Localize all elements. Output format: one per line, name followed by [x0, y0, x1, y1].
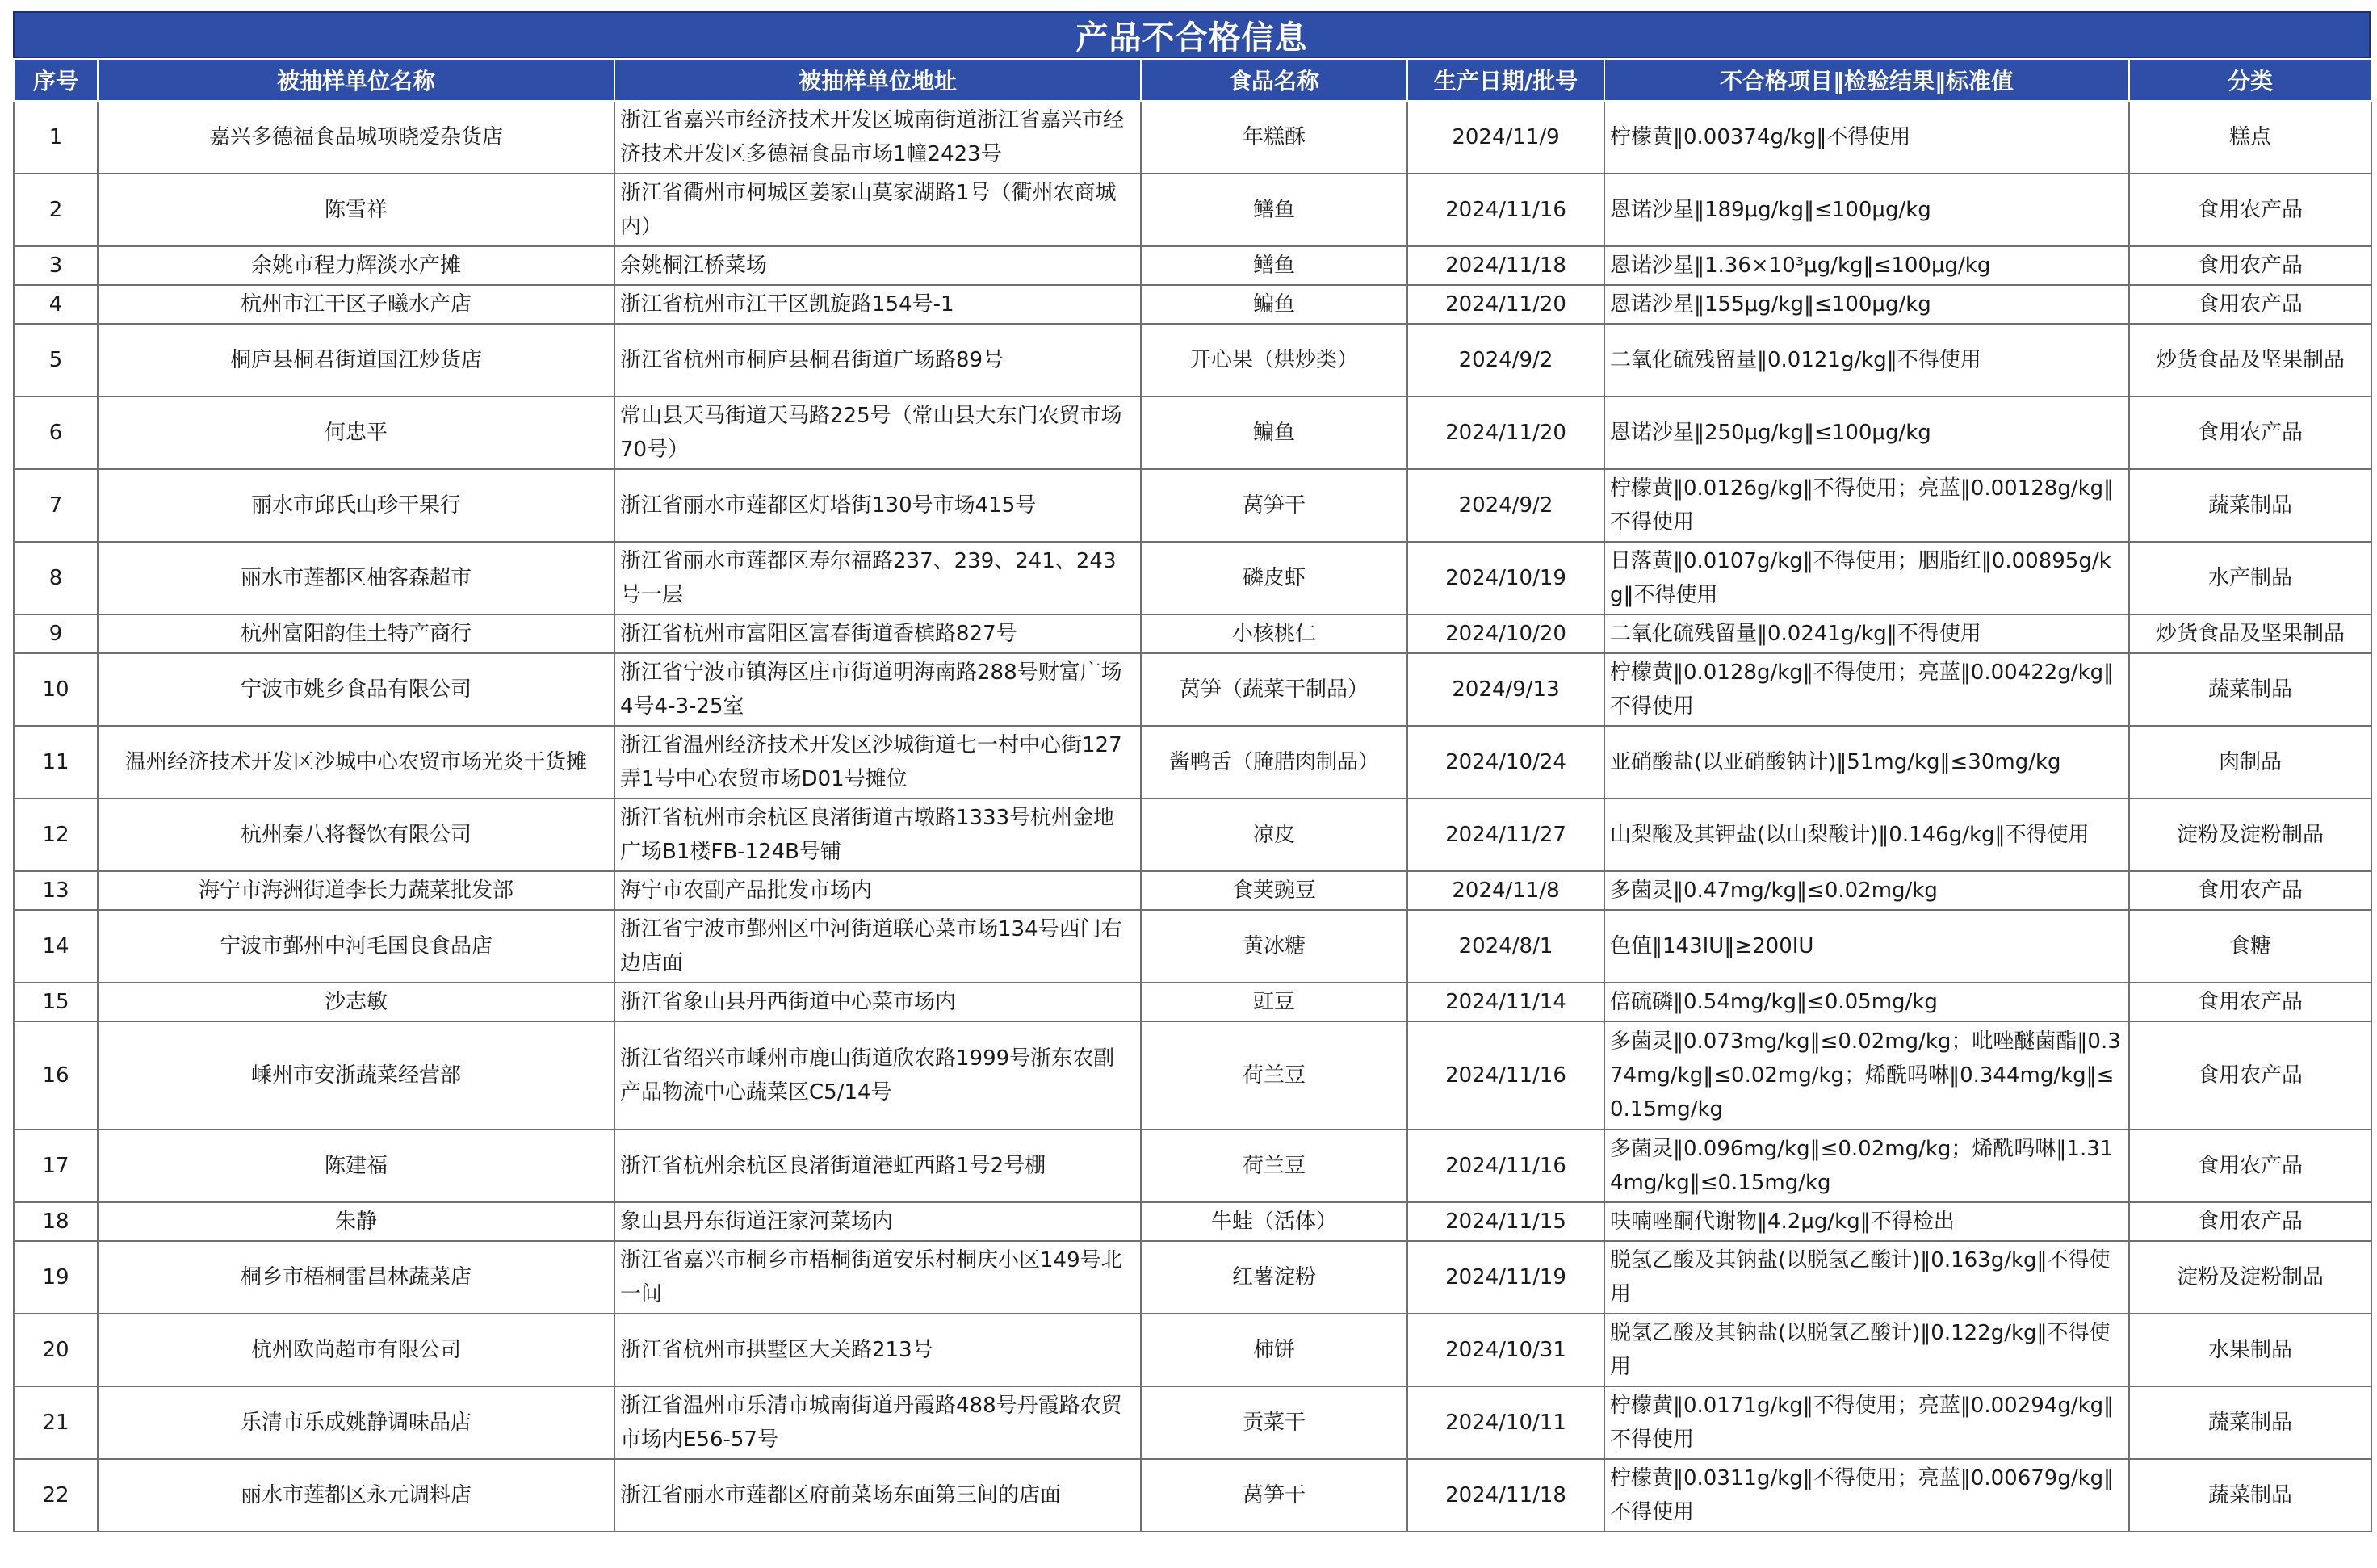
cell-food: 荷兰豆 — [1141, 1130, 1407, 1202]
table-row — [14, 653, 2371, 726]
cell-category: 食用农产品 — [2129, 174, 2371, 246]
spreadsheet — [13, 11, 2371, 1532]
cell-unit: 丽水市莲都区永元调料店 — [98, 1459, 614, 1532]
cell-category: 水产制品 — [2129, 542, 2371, 614]
table-row — [14, 1459, 2371, 1532]
cell-category: 水果制品 — [2129, 1314, 2371, 1386]
cell-no: 20 — [14, 1314, 98, 1386]
cell-address: 浙江省温州经济技术开发区沙城街道七一村中心街127弄1号中心农贸市场D01号摊位 — [614, 726, 1141, 799]
cell-unit: 杭州富阳韵佳土特产商行 — [98, 614, 614, 653]
cell-food: 贡菜干 — [1141, 1386, 1407, 1459]
cell-food: 黄冰糖 — [1141, 910, 1407, 983]
header-cell-no: 序号 — [14, 59, 98, 101]
cell-unit: 丽水市莲都区柚客森超市 — [98, 542, 614, 614]
cell-item: 柠檬黄‖0.0128g/kg‖不得使用；亮蓝‖0.00422g/kg‖不得使用 — [1604, 653, 2129, 726]
cell-date: 2024/11/18 — [1407, 246, 1604, 285]
cell-date: 2024/10/20 — [1407, 614, 1604, 653]
cell-item: 脱氢乙酸及其钠盐(以脱氢乙酸计)‖0.122g/kg‖不得使用 — [1604, 1314, 2129, 1386]
cell-address: 浙江省丽水市莲都区府前菜场东面第三间的店面 — [614, 1459, 1141, 1532]
cell-food: 莴笋（蔬菜干制品） — [1141, 653, 1407, 726]
cell-item: 日落黄‖0.0107g/kg‖不得使用；胭脂红‖0.00895g/kg‖不得使用 — [1604, 542, 2129, 614]
cell-no: 9 — [14, 614, 98, 653]
cell-address: 浙江省衢州市柯城区姜家山莫家湖路1号（衢州农商城内） — [614, 174, 1141, 246]
cell-category: 食用农产品 — [2129, 983, 2371, 1021]
cell-no: 13 — [14, 871, 98, 910]
cell-date: 2024/10/31 — [1407, 1314, 1604, 1386]
cell-address: 浙江省象山县丹西街道中心菜市场内 — [614, 983, 1141, 1021]
cell-food: 开心果（烘炒类） — [1141, 324, 1407, 396]
cell-category: 蔬菜制品 — [2129, 1459, 2371, 1532]
cell-no: 17 — [14, 1130, 98, 1202]
header-cell-unit: 被抽样单位名称 — [98, 59, 614, 101]
cell-category: 淀粉及淀粉制品 — [2129, 799, 2371, 871]
table-row — [14, 1021, 2371, 1130]
cell-no: 8 — [14, 542, 98, 614]
cell-date: 2024/9/2 — [1407, 469, 1604, 542]
product-table — [13, 58, 2372, 1532]
cell-item: 恩诺沙星‖1.36×10³μg/kg‖≤100μg/kg — [1604, 246, 2129, 285]
table-row — [14, 799, 2371, 871]
header-cell-date: 生产日期/批号 — [1407, 59, 1604, 101]
cell-unit: 桐庐县桐君街道国江炒货店 — [98, 324, 614, 396]
cell-unit: 陈建福 — [98, 1130, 614, 1202]
cell-food: 莴笋干 — [1141, 1459, 1407, 1532]
cell-food: 牛蛙（活体） — [1141, 1202, 1407, 1241]
cell-item: 多菌灵‖0.096mg/kg‖≤0.02mg/kg；烯酰吗啉‖1.314mg/kg‖≤0.15mg/kg — [1604, 1130, 2129, 1202]
cell-category: 炒货食品及坚果制品 — [2129, 324, 2371, 396]
cell-address: 浙江省杭州余杭区良渚街道港虹西路1号2号棚 — [614, 1130, 1141, 1202]
cell-date: 2024/11/15 — [1407, 1202, 1604, 1241]
table-row — [14, 1314, 2371, 1386]
cell-no: 4 — [14, 285, 98, 324]
cell-address: 浙江省杭州市富阳区富春街道香槟路827号 — [614, 614, 1141, 653]
cell-unit: 余姚市程力辉淡水产摊 — [98, 246, 614, 285]
cell-food: 鳝鱼 — [1141, 174, 1407, 246]
page-title: 产品不合格信息 — [13, 11, 2371, 58]
cell-category: 食用农产品 — [2129, 246, 2371, 285]
cell-category: 食用农产品 — [2129, 285, 2371, 324]
cell-address: 浙江省绍兴市嵊州市鹿山街道欣农路1999号浙东农副产品物流中心蔬菜区C5/14号 — [614, 1021, 1141, 1130]
cell-item: 色值‖143IU‖≥200IU — [1604, 910, 2129, 983]
cell-address: 浙江省杭州市桐庐县桐君街道广场路89号 — [614, 324, 1141, 396]
cell-unit: 桐乡市梧桐雷昌林蔬菜店 — [98, 1241, 614, 1314]
cell-item: 倍硫磷‖0.54mg/kg‖≤0.05mg/kg — [1604, 983, 2129, 1021]
cell-date: 2024/11/20 — [1407, 396, 1604, 469]
cell-no: 18 — [14, 1202, 98, 1241]
cell-no: 6 — [14, 396, 98, 469]
cell-no: 19 — [14, 1241, 98, 1314]
cell-address: 浙江省丽水市莲都区寿尔福路237、239、241、243号一层 — [614, 542, 1141, 614]
cell-item: 恩诺沙星‖189μg/kg‖≤100μg/kg — [1604, 174, 2129, 246]
cell-item: 二氧化硫残留量‖0.0121g/kg‖不得使用 — [1604, 324, 2129, 396]
cell-unit: 温州经济技术开发区沙城中心农贸市场光炎干货摊 — [98, 726, 614, 799]
cell-no: 1 — [14, 101, 98, 174]
cell-date: 2024/11/27 — [1407, 799, 1604, 871]
cell-no: 2 — [14, 174, 98, 246]
cell-food: 食荚豌豆 — [1141, 871, 1407, 910]
cell-item: 山梨酸及其钾盐(以山梨酸计)‖0.146g/kg‖不得使用 — [1604, 799, 2129, 871]
cell-unit: 丽水市邱氏山珍干果行 — [98, 469, 614, 542]
cell-food: 凉皮 — [1141, 799, 1407, 871]
cell-food: 酱鸭舌（腌腊肉制品） — [1141, 726, 1407, 799]
header-row — [14, 59, 2371, 101]
cell-item: 恩诺沙星‖155μg/kg‖≤100μg/kg — [1604, 285, 2129, 324]
cell-item: 二氧化硫残留量‖0.0241g/kg‖不得使用 — [1604, 614, 2129, 653]
cell-date: 2024/11/16 — [1407, 174, 1604, 246]
cell-date: 2024/11/9 — [1407, 101, 1604, 174]
cell-item: 呋喃唑酮代谢物‖4.2μg/kg‖不得检出 — [1604, 1202, 2129, 1241]
cell-category: 糕点 — [2129, 101, 2371, 174]
cell-unit: 嵊州市安浙蔬菜经营部 — [98, 1021, 614, 1130]
cell-food: 鳊鱼 — [1141, 285, 1407, 324]
cell-food: 小核桃仁 — [1141, 614, 1407, 653]
cell-address: 浙江省杭州市江干区凯旋路154号-1 — [614, 285, 1141, 324]
cell-date: 2024/11/16 — [1407, 1021, 1604, 1130]
cell-address: 浙江省杭州市拱墅区大关路213号 — [614, 1314, 1141, 1386]
cell-item: 脱氢乙酸及其钠盐(以脱氢乙酸计)‖0.163g/kg‖不得使用 — [1604, 1241, 2129, 1314]
cell-category: 蔬菜制品 — [2129, 469, 2371, 542]
table-row — [14, 285, 2371, 324]
cell-date: 2024/11/20 — [1407, 285, 1604, 324]
cell-address: 浙江省丽水市莲都区灯塔街130号市场415号 — [614, 469, 1141, 542]
cell-address: 浙江省温州市乐清市城南街道丹霞路488号丹霞路农贸市场内E56-57号 — [614, 1386, 1141, 1459]
cell-address: 浙江省嘉兴市桐乡市梧桐街道安乐村桐庆小区149号北一间 — [614, 1241, 1141, 1314]
cell-unit: 陈雪祥 — [98, 174, 614, 246]
cell-food: 莴笋干 — [1141, 469, 1407, 542]
table-row — [14, 983, 2371, 1021]
cell-category: 食用农产品 — [2129, 1130, 2371, 1202]
cell-date: 2024/10/24 — [1407, 726, 1604, 799]
cell-unit: 宁波市鄞州中河毛国良食品店 — [98, 910, 614, 983]
cell-no: 3 — [14, 246, 98, 285]
cell-unit: 杭州秦八将餐饮有限公司 — [98, 799, 614, 871]
cell-date: 2024/11/16 — [1407, 1130, 1604, 1202]
cell-category: 蔬菜制品 — [2129, 1386, 2371, 1459]
cell-no: 5 — [14, 324, 98, 396]
cell-address: 余姚桐江桥菜场 — [614, 246, 1141, 285]
cell-unit: 杭州市江干区子曦水产店 — [98, 285, 614, 324]
table-row — [14, 1241, 2371, 1314]
cell-item: 恩诺沙星‖250μg/kg‖≤100μg/kg — [1604, 396, 2129, 469]
cell-unit: 海宁市海洲街道李长力蔬菜批发部 — [98, 871, 614, 910]
cell-food: 鳊鱼 — [1141, 396, 1407, 469]
cell-category: 蔬菜制品 — [2129, 653, 2371, 726]
cell-date: 2024/8/1 — [1407, 910, 1604, 983]
table-row — [14, 246, 2371, 285]
cell-unit: 沙志敏 — [98, 983, 614, 1021]
cell-no: 10 — [14, 653, 98, 726]
cell-unit: 朱静 — [98, 1202, 614, 1241]
cell-item: 柠檬黄‖0.0126g/kg‖不得使用；亮蓝‖0.00128g/kg‖不得使用 — [1604, 469, 2129, 542]
cell-no: 14 — [14, 910, 98, 983]
cell-item: 亚硝酸盐(以亚硝酸钠计)‖51mg/kg‖≤30mg/kg — [1604, 726, 2129, 799]
table-row — [14, 910, 2371, 983]
cell-food: 磷皮虾 — [1141, 542, 1407, 614]
cell-food: 鳝鱼 — [1141, 246, 1407, 285]
table-row — [14, 174, 2371, 246]
cell-date: 2024/11/19 — [1407, 1241, 1604, 1314]
cell-date: 2024/10/19 — [1407, 542, 1604, 614]
table-row — [14, 101, 2371, 174]
table-row — [14, 396, 2371, 469]
cell-category: 淀粉及淀粉制品 — [2129, 1241, 2371, 1314]
cell-category: 食用农产品 — [2129, 1202, 2371, 1241]
cell-date: 2024/11/14 — [1407, 983, 1604, 1021]
cell-item: 柠檬黄‖0.00374g/kg‖不得使用 — [1604, 101, 2129, 174]
table-row — [14, 1386, 2371, 1459]
cell-no: 11 — [14, 726, 98, 799]
table-row — [14, 1202, 2371, 1241]
cell-address: 浙江省宁波市鄞州区中河街道联心菜市场134号西门右边店面 — [614, 910, 1141, 983]
cell-no: 16 — [14, 1021, 98, 1130]
cell-no: 7 — [14, 469, 98, 542]
cell-unit: 杭州欧尚超市有限公司 — [98, 1314, 614, 1386]
cell-food: 柿饼 — [1141, 1314, 1407, 1386]
cell-category: 食用农产品 — [2129, 871, 2371, 910]
cell-food: 荷兰豆 — [1141, 1021, 1407, 1130]
cell-unit: 宁波市姚乡食品有限公司 — [98, 653, 614, 726]
cell-food: 年糕酥 — [1141, 101, 1407, 174]
cell-food: 豇豆 — [1141, 983, 1407, 1021]
cell-address: 常山县天马街道天马路225号（常山县大东门农贸市场70号） — [614, 396, 1141, 469]
header-cell-food: 食品名称 — [1141, 59, 1407, 101]
cell-item: 柠檬黄‖0.0311g/kg‖不得使用；亮蓝‖0.00679g/kg‖不得使用 — [1604, 1459, 2129, 1532]
cell-item: 多菌灵‖0.47mg/kg‖≤0.02mg/kg — [1604, 871, 2129, 910]
cell-no: 12 — [14, 799, 98, 871]
cell-address: 象山县丹东街道汪家河菜场内 — [614, 1202, 1141, 1241]
cell-category: 炒货食品及坚果制品 — [2129, 614, 2371, 653]
cell-item: 多菌灵‖0.073mg/kg‖≤0.02mg/kg；吡唑醚菌酯‖0.374mg/kg‖≤0.02mg/kg；烯酰吗啉‖0.344mg/kg‖≤0.15mg/kg — [1604, 1021, 2129, 1130]
table-row — [14, 1130, 2371, 1202]
table-row — [14, 871, 2371, 910]
cell-address: 浙江省杭州市余杭区良渚街道古墩路1333号杭州金地广场B1楼FB-124B号铺 — [614, 799, 1141, 871]
cell-no: 21 — [14, 1386, 98, 1459]
header-cell-item: 不合格项目‖检验结果‖标准值 — [1604, 59, 2129, 101]
cell-date: 2024/11/8 — [1407, 871, 1604, 910]
table-row — [14, 614, 2371, 653]
cell-item: 柠檬黄‖0.0171g/kg‖不得使用；亮蓝‖0.00294g/kg‖不得使用 — [1604, 1386, 2129, 1459]
cell-category: 食用农产品 — [2129, 1021, 2371, 1130]
cell-food: 红薯淀粉 — [1141, 1241, 1407, 1314]
table-row — [14, 726, 2371, 799]
cell-address: 海宁市农副产品批发市场内 — [614, 871, 1141, 910]
cell-unit: 嘉兴多德福食品城项晓爱杂货店 — [98, 101, 614, 174]
cell-category: 肉制品 — [2129, 726, 2371, 799]
cell-date: 2024/10/11 — [1407, 1386, 1604, 1459]
header-cell-category: 分类 — [2129, 59, 2371, 101]
cell-address: 浙江省宁波市镇海区庄市街道明海南路288号财富广场4号4-3-25室 — [614, 653, 1141, 726]
table-row — [14, 542, 2371, 614]
cell-category: 食用农产品 — [2129, 396, 2371, 469]
cell-unit: 乐清市乐成姚静调味品店 — [98, 1386, 614, 1459]
cell-date: 2024/11/18 — [1407, 1459, 1604, 1532]
cell-category: 食糖 — [2129, 910, 2371, 983]
cell-unit: 何忠平 — [98, 396, 614, 469]
header-cell-address: 被抽样单位地址 — [614, 59, 1141, 101]
cell-no: 22 — [14, 1459, 98, 1532]
cell-date: 2024/9/13 — [1407, 653, 1604, 726]
cell-date: 2024/9/2 — [1407, 324, 1604, 396]
table-row — [14, 324, 2371, 396]
cell-no: 15 — [14, 983, 98, 1021]
table-row — [14, 469, 2371, 542]
cell-address: 浙江省嘉兴市经济技术开发区城南街道浙江省嘉兴市经济技术开发区多德福食品市场1幢2423号 — [614, 101, 1141, 174]
